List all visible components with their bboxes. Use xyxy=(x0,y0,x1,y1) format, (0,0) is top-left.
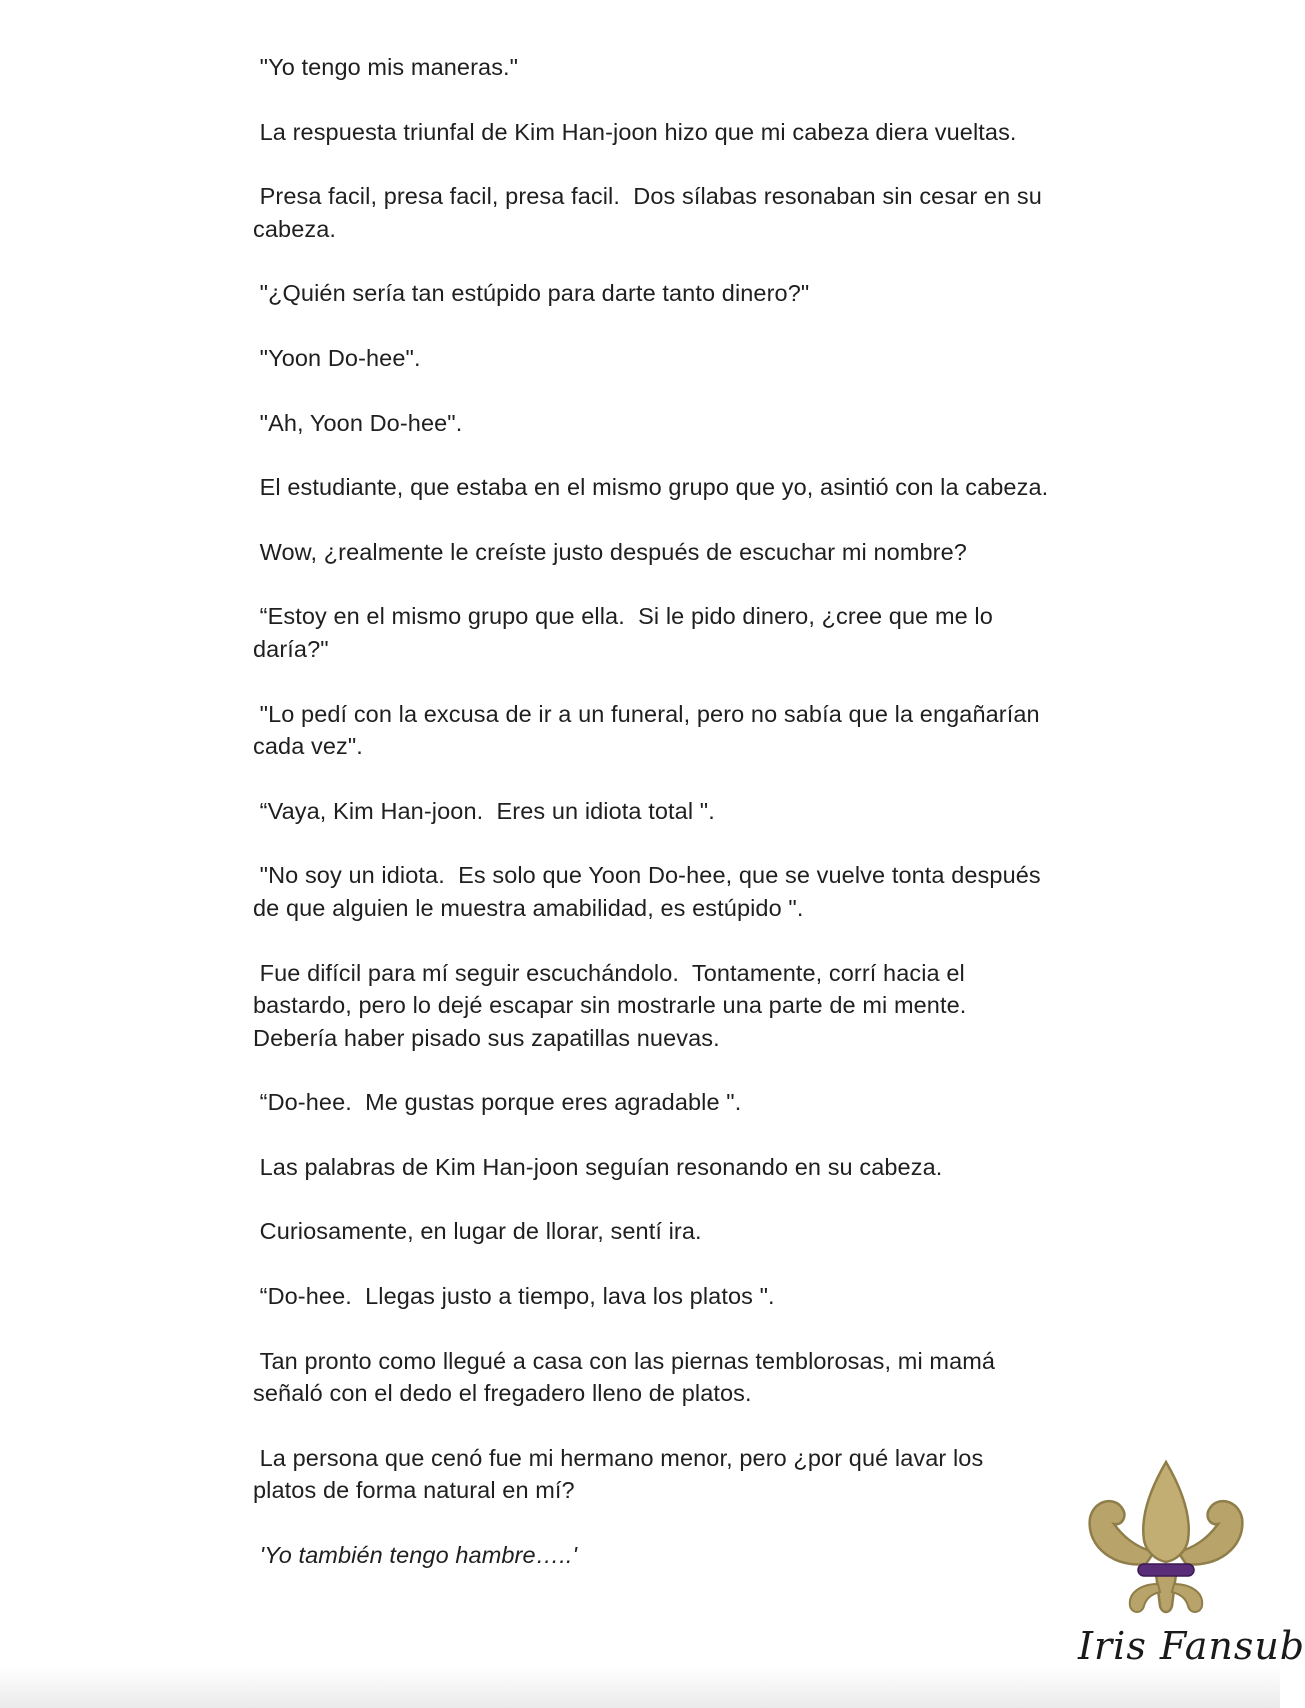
paragraph-italic: 'Yo también tengo hambre…..' xyxy=(253,1542,578,1569)
fleur-de-lis-icon xyxy=(1076,1456,1256,1636)
paragraph: La respuesta triunfal de Kim Han-joon hizo que mi cabeza diera vueltas. xyxy=(253,118,1017,145)
paragraph: La persona que cenó fue mi hermano menor, pero ¿por qué lavar los platos de forma natural en mí? xyxy=(253,1444,990,1504)
paragraph: Las palabras de Kim Han-joon seguían resonando en su cabeza. xyxy=(253,1153,943,1180)
paragraph: Wow, ¿realmente le creíste justo después de escuchar mi nombre? xyxy=(253,538,967,565)
paragraph: “Do-hee. Me gustas porque eres agradable ". xyxy=(253,1089,742,1116)
paragraph: "Lo pedí con la excusa de ir a un funeral, pero no sabía que la engañarían cada vez". xyxy=(253,700,1047,760)
paragraph: Fue difícil para mí seguir escuchándolo. Tontamente, corrí hacia el bastardo, pero lo dejé escapar sin mostrarle una parte de mi mente. Debería haber pisado sus zapatillas nuevas. xyxy=(253,959,974,1051)
paragraph: "Yoon Do-hee". xyxy=(253,344,421,371)
paragraph: Tan pronto como llegué a casa con las piernas temblorosas, mi mamá señaló con el dedo el fregadero lleno de platos. xyxy=(253,1347,1002,1407)
paragraph: “Vaya, Kim Han-joon. Eres un idiota total ". xyxy=(253,797,715,824)
paragraph: "¿Quién sería tan estúpido para darte tanto dinero?" xyxy=(253,280,810,307)
paragraph: Curiosamente, en lugar de llorar, sentí ira. xyxy=(253,1218,702,1245)
paragraph: "Ah, Yoon Do-hee". xyxy=(253,409,463,436)
iris-fansub-watermark xyxy=(1060,1456,1305,1696)
fansub-brand-label: Iris Fansub xyxy=(1078,1624,1305,1668)
paragraph: “Do-hee. Llegas justo a tiempo, lava los platos ". xyxy=(253,1283,775,1310)
paragraph: El estudiante, que estaba en el mismo grupo que yo, asintió con la cabeza. xyxy=(253,474,1049,501)
paragraph: “Estoy en el mismo grupo que ella. Si le pido dinero, ¿cree que me lo daría?" xyxy=(253,603,1000,662)
paragraph: Presa facil, presa facil, presa facil. Dos sílabas resonaban sin cesar en su cabeza. xyxy=(253,183,1049,242)
paragraph: "No soy un idiota. Es solo que Yoon Do-hee, que se vuelve tonta después de que alguien le muestra amabilidad, es estúpido ". xyxy=(253,862,1048,921)
document-body xyxy=(253,51,1053,1604)
paragraph: "Yo tengo mis maneras." xyxy=(253,54,519,80)
